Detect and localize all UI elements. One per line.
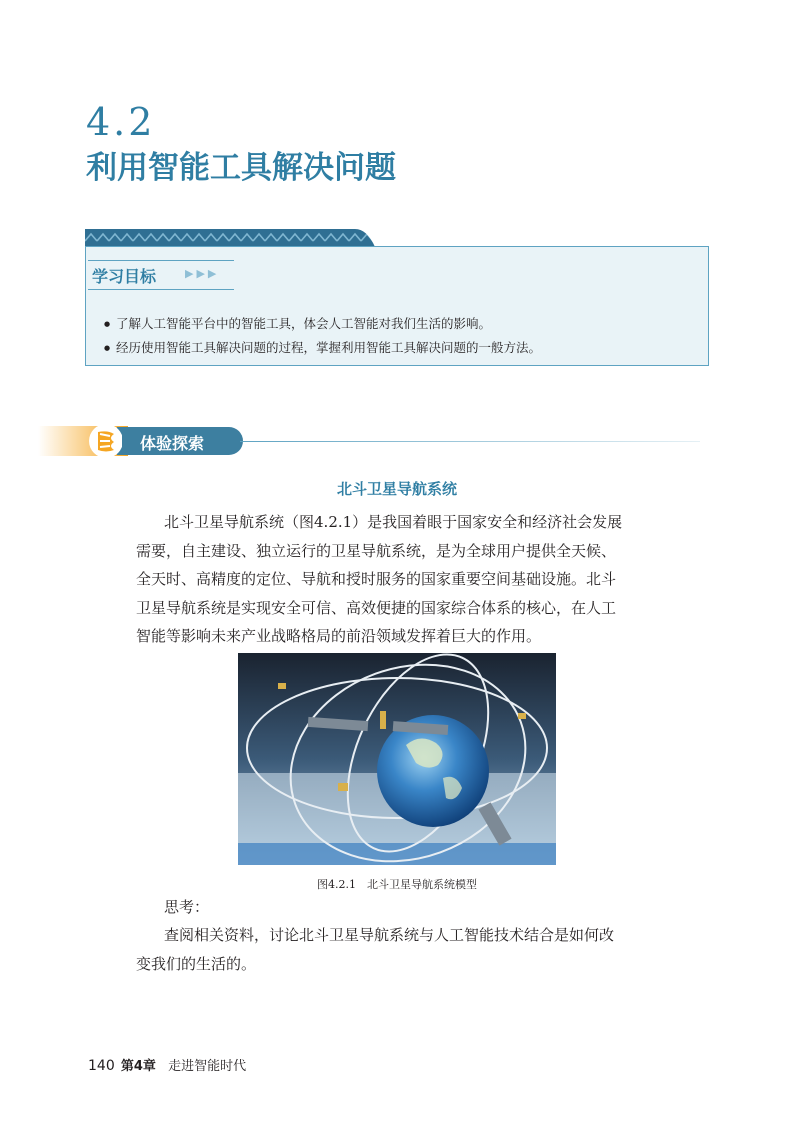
section-title: 利用智能工具解决问题 [86, 150, 396, 186]
article-title: 北斗卫星导航系统 [336, 480, 457, 498]
satellite-model-photo [238, 653, 556, 865]
figure-caption: 图4.2.1 北斗卫星导航系统模型 [317, 878, 477, 891]
paragraph-line: 智能等影响未来产业战略格局的前沿领域发挥着巨大的作用。 [136, 627, 542, 645]
objectives-header-stripe [85, 229, 375, 247]
paragraph-line: 全天时、高精度的定位、导航和授时服务的国家重要空间基础设施。北斗 [136, 570, 617, 588]
chapter-number: 第4章 [120, 1059, 156, 1074]
think-line: 变我们的生活的。 [136, 955, 257, 973]
lightbulb-icon [84, 422, 122, 460]
chapter-title: 走进智能时代 [168, 1059, 247, 1074]
objectives-label-rule-top [88, 260, 234, 261]
paragraph-line: 需要，自主建设、独立运行的卫星导航系统，是为全球用户提供全天候、 [136, 542, 617, 560]
objective-item: ● 经历使用智能工具解决问题的过程，掌握利用智能工具解决问题的一般方法。 [116, 339, 541, 357]
think-line: 查阅相关资料，讨论北斗卫星导航系统与人工智能技术结合是如何改 [164, 926, 615, 944]
objectives-label: 学习目标 [92, 267, 157, 286]
page-number: 140 [88, 1058, 115, 1074]
exploration-rule [240, 441, 700, 442]
section-number: 4.2 [86, 100, 156, 144]
arrow-icons: ▶▶▶ [185, 267, 220, 280]
paragraph-line: 北斗卫星导航系统（图4.2.1）是我国着眼于国家安全和经济社会发展 [164, 513, 623, 531]
objectives-label-rule-bottom [88, 289, 234, 290]
paragraph-line: 卫星导航系统是实现安全可信、高效便捷的国家综合体系的核心，在人工 [136, 599, 617, 617]
exploration-label: 体验探索 [140, 434, 205, 453]
page-footer [88, 1055, 246, 1074]
objective-item: ● 了解人工智能平台中的智能工具，体会人工智能对我们生活的影响。 [116, 315, 491, 333]
think-label: 思考： [164, 898, 210, 916]
